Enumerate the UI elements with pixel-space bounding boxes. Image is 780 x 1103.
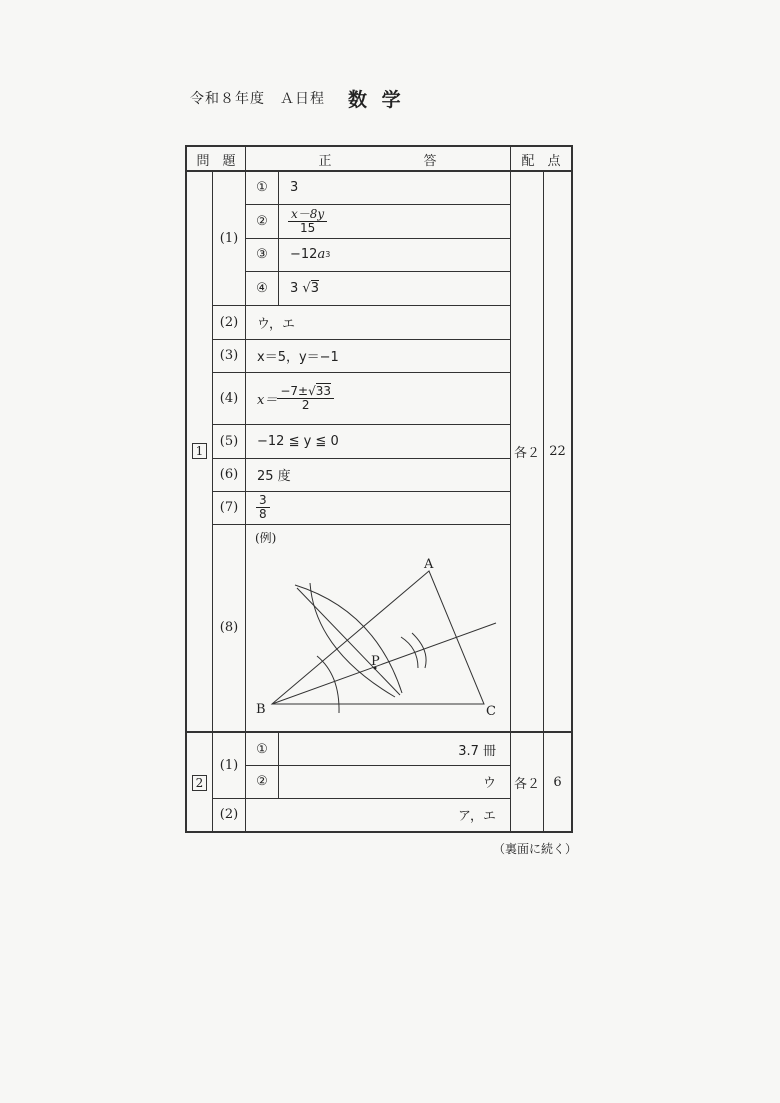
question-label: (1) <box>219 230 239 246</box>
item-mark: ② <box>256 774 268 789</box>
question-label: (5) <box>219 433 239 449</box>
question-label: (2) <box>219 807 239 822</box>
answer-1-3: x＝5，y＝−1 <box>257 350 339 365</box>
item-mark: ① <box>256 741 268 757</box>
item-mark: ② <box>256 213 268 229</box>
question-label: (2) <box>219 314 239 330</box>
answer-1-5: −12 ≦ y ≦ 0 <box>257 433 339 449</box>
example-label: (例) <box>255 530 277 545</box>
section-number: 1 <box>187 171 212 731</box>
answer-1-1-4: 3 √ 3 <box>290 280 319 296</box>
label-c: C <box>486 704 496 719</box>
header-points: 配 点 <box>521 153 561 169</box>
answer-1-7: $\frac{3}{8}$ <box>256 491 270 524</box>
answer-2-2: ア，エ <box>458 809 496 824</box>
exam-title: 令和８年度 Ａ日程 <box>190 91 325 107</box>
question-label: (6) <box>219 467 239 482</box>
question-label: (1) <box>219 758 239 773</box>
score-each: 各２ <box>513 445 540 461</box>
answer-1-2: ウ，エ <box>257 316 295 332</box>
arc <box>310 583 395 697</box>
label-p: P <box>371 654 380 669</box>
label-b: B <box>256 702 266 717</box>
score-each: 各２ <box>513 777 540 792</box>
perpendicular-bisector <box>297 588 400 695</box>
answer-2-1-2: ウ <box>482 776 496 791</box>
continued-note: （裏面に続く） <box>493 842 578 856</box>
label-a: A <box>424 557 434 572</box>
answer-1-4: x＝ $\frac{-7\pm√33}{2}$ <box>257 372 334 424</box>
angle-bisector <box>272 623 496 704</box>
subject-title: 数 学 <box>348 89 405 111</box>
answer-1-1-3: −12 a 3 <box>290 247 331 262</box>
answer-1-1-1: 3 <box>290 180 299 195</box>
question-label: (4) <box>219 390 239 406</box>
score-total: 6 <box>553 775 562 790</box>
header-answer-left: 正 <box>318 153 332 169</box>
header-answer-right: 答 <box>423 153 437 169</box>
score-total: 22 <box>549 443 566 459</box>
header-question: 問 題 <box>196 153 236 169</box>
item-mark: ① <box>256 180 268 195</box>
answer-2-1-1: 3.7 冊 <box>458 743 496 759</box>
item-mark: ③ <box>256 247 268 262</box>
answer-1-1-2: $\frac{x-8y}{15}$ <box>288 204 327 238</box>
section-number: 2 <box>187 733 212 832</box>
triangle-abc <box>272 571 484 704</box>
question-label: (7) <box>219 500 239 515</box>
question-label: (3) <box>219 348 239 363</box>
question-label: (8) <box>219 620 239 635</box>
answer-1-6: 25 度 <box>257 469 291 484</box>
item-mark: ④ <box>256 280 268 296</box>
